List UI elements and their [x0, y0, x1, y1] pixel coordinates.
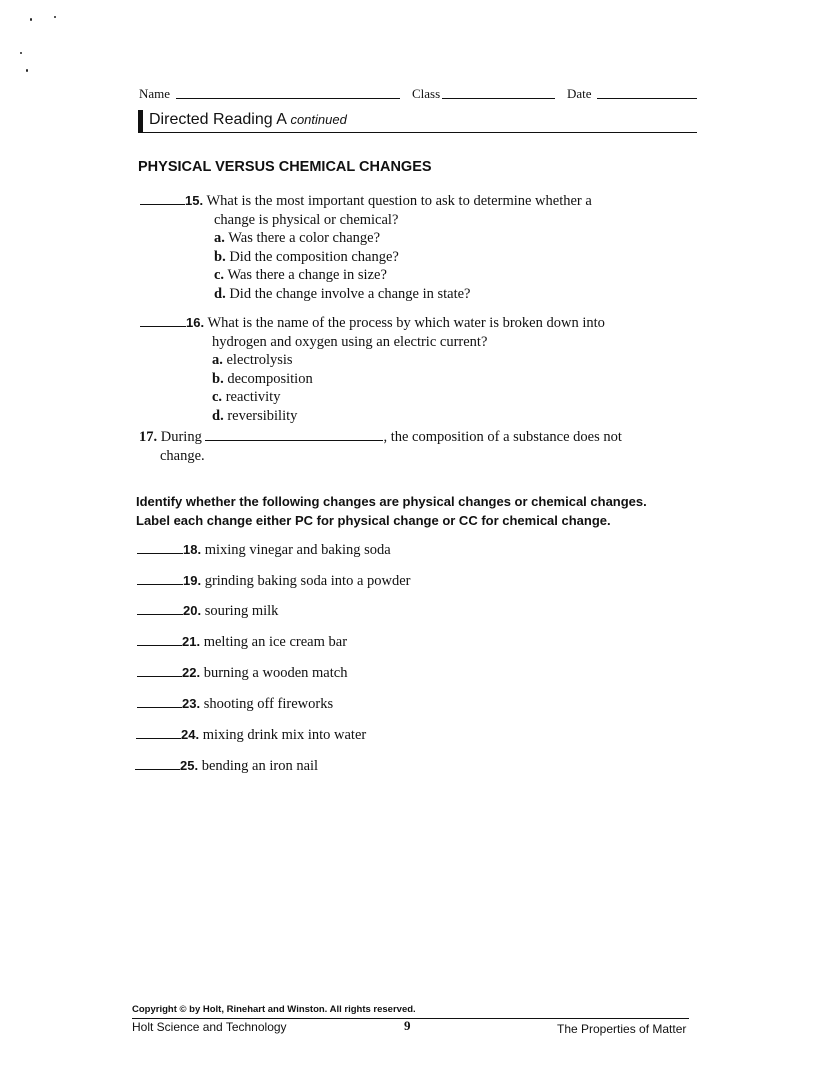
question-text: What is the name of the process by which water is broken down into: [207, 315, 605, 331]
banner-rule: [138, 132, 697, 133]
option-letter: c.: [212, 389, 223, 405]
option-text: reactivity: [225, 389, 281, 405]
page-number: 9: [404, 1018, 411, 1033]
answer-blank[interactable]: [137, 574, 183, 585]
option-letter: c.: [214, 267, 225, 283]
item-text: mixing drink mix into water: [202, 727, 367, 743]
question-text-continued: change is physical or chemical?: [214, 211, 399, 228]
item-number: 24.: [181, 727, 200, 742]
class-field[interactable]: [442, 98, 555, 99]
option-text: decomposition: [227, 370, 313, 387]
question-number: 16.: [186, 315, 205, 330]
class-label: Class: [412, 86, 441, 101]
option-b: [140, 248, 680, 267]
answer-blank[interactable]: [137, 604, 183, 615]
instructions-line-2: Label each change either PC for physical change or CC for chemical change.: [136, 513, 611, 528]
banner-bar: [138, 110, 143, 132]
item-text: bending an iron nail: [201, 758, 319, 774]
instructions: [136, 492, 706, 530]
list-item: [137, 541, 391, 560]
question-16: [140, 314, 685, 425]
answer-blank[interactable]: [137, 666, 182, 677]
option-text: Did the change involve a change in state?: [229, 285, 471, 302]
option-text: Was there a color change?: [228, 230, 381, 246]
question-number: 15.: [185, 193, 204, 208]
item-number: 25.: [180, 758, 199, 773]
scan-speck: [54, 16, 56, 18]
answer-blank[interactable]: [137, 543, 183, 554]
list-item: [137, 602, 278, 621]
question-text-continued: change.: [160, 447, 205, 464]
option-d: [140, 407, 685, 426]
option-letter: d.: [214, 285, 226, 302]
list-item: [135, 757, 318, 776]
list-item: [137, 664, 347, 683]
scan-speck: [20, 52, 22, 54]
answer-blank-15[interactable]: [140, 194, 185, 205]
item-number: 20.: [183, 603, 202, 618]
item-number: 23.: [182, 696, 201, 711]
name-field[interactable]: [176, 98, 400, 99]
section-title: PHYSICAL VERSUS CHEMICAL CHANGES: [138, 159, 432, 175]
option-text: Was there a change in size?: [227, 267, 387, 283]
option-letter: d.: [212, 407, 224, 424]
banner-title: [149, 111, 347, 129]
item-text: mixing vinegar and baking soda: [204, 542, 391, 558]
option-a: [140, 351, 685, 370]
item-number: 21.: [182, 634, 201, 649]
item-number: 18.: [183, 542, 202, 557]
option-letter: b.: [214, 248, 226, 265]
question-number: 17.: [139, 429, 158, 445]
answer-blank[interactable]: [136, 728, 181, 739]
banner-title-text: Directed Reading A: [149, 111, 286, 128]
list-item: [137, 695, 333, 714]
list-item: [137, 572, 411, 591]
date-label: Date: [567, 86, 592, 101]
option-text: Did the composition change?: [229, 248, 399, 265]
option-letter: a.: [212, 352, 223, 368]
scan-speck: [26, 69, 28, 72]
date-field[interactable]: [597, 98, 697, 99]
item-number: 19.: [183, 573, 202, 588]
option-c: [140, 388, 685, 407]
question-17: [139, 428, 689, 465]
question-text-after: , the composition of a substance does not: [383, 429, 622, 445]
footer-chapter-title: The Properties of Matter: [557, 1022, 687, 1036]
fill-in-blank-17[interactable]: [205, 430, 383, 441]
item-text: melting an ice cream bar: [203, 634, 348, 650]
option-c: [140, 266, 680, 285]
item-text: shooting off fireworks: [203, 696, 334, 712]
answer-blank[interactable]: [137, 697, 182, 708]
scan-speck: [30, 18, 32, 21]
question-text-continued: hydrogen and oxygen using an electric current?: [212, 333, 488, 350]
answer-blank[interactable]: [137, 635, 182, 646]
answer-blank[interactable]: [135, 759, 180, 770]
name-label: Name: [139, 86, 171, 101]
list-item: [137, 633, 347, 652]
instructions-line-1: Identify whether the following changes are physical changes or chemical changes.: [136, 494, 647, 509]
answer-blank-16[interactable]: [140, 316, 186, 327]
option-letter: b.: [212, 370, 224, 387]
list-item: [136, 726, 366, 745]
option-text: electrolysis: [226, 352, 293, 368]
option-d: [140, 285, 680, 304]
question-15: [140, 192, 680, 303]
item-text: souring milk: [204, 603, 279, 619]
copyright-notice: Copyright © by Holt, Rinehart and Winston. All rights reserved.: [132, 1004, 416, 1015]
footer-book-title: Holt Science and Technology: [132, 1020, 287, 1034]
option-letter: a.: [214, 230, 225, 246]
question-text-before: During: [160, 429, 202, 445]
option-text: reversibility: [227, 407, 298, 424]
option-b: [140, 370, 685, 389]
item-text: grinding baking soda into a powder: [204, 573, 411, 589]
banner-continued: continued: [290, 112, 347, 127]
option-a: [140, 229, 680, 248]
question-text: What is the most important question to ask to determine whether a: [206, 193, 592, 209]
item-number: 22.: [182, 665, 201, 680]
item-text: burning a wooden match: [203, 665, 348, 681]
